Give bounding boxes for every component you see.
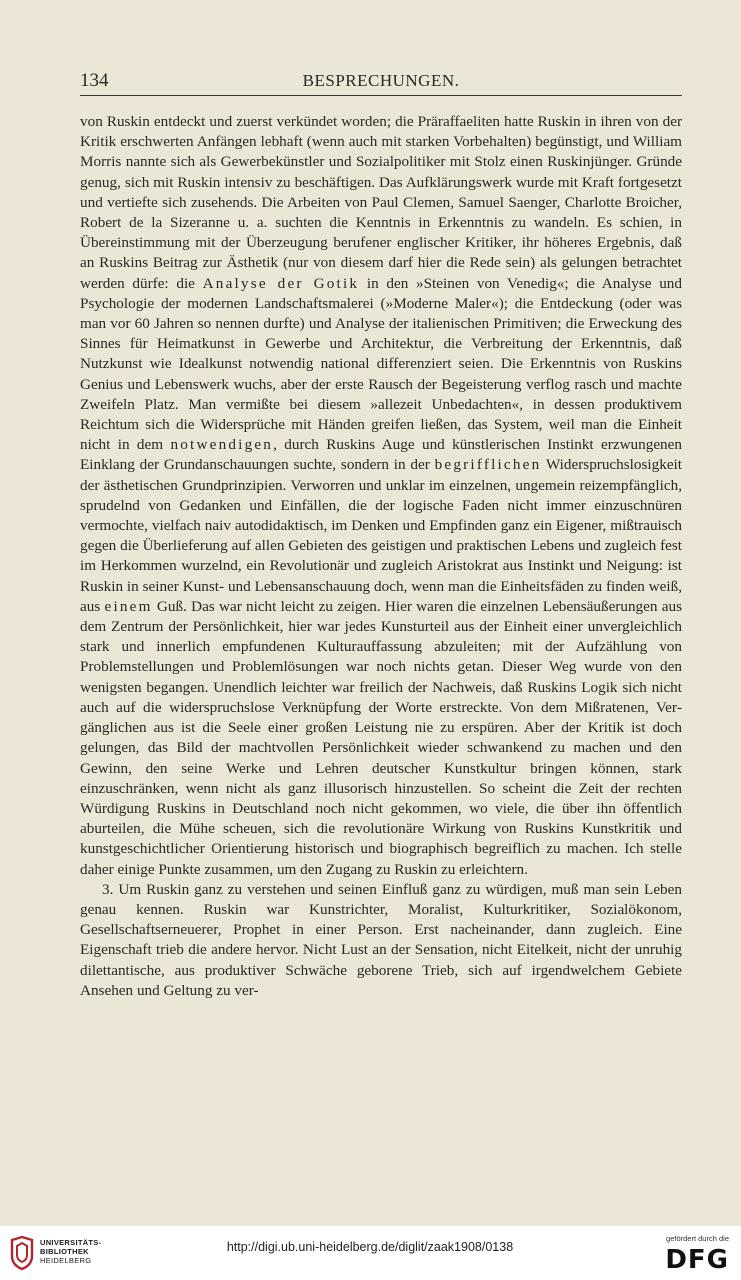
library-name-line2: BIBLIOTHEK [40, 1247, 89, 1256]
library-name-line3: HEIDELBERG [40, 1256, 92, 1265]
dfg-logo: DFG [665, 1245, 729, 1275]
heidelberg-library-logo-icon [8, 1236, 36, 1270]
p1-part2: in den »Steinen von Venedig«; die Analyse und Psychologie der modernen Landschaftsmalerei (»Moderne Maler«); die Entdeckung (oder was man vor 60 Jahren so nennen durfte) und Analyse der italienischen Primitiven; die Erweckung des Sinnes für Heimatkunst in Gewerbe und Architektur, die Verbreitung der Erkenntnis, daß Nutzkunst wie Idealkunst notwendig national differenziert seien. Die Erkenntnis von Ruskins Genius und Lebenswerk wuchs, aber der erste Rausch der Begeisterung verflog rasch und machte Zweifeln Platz. Man vermißte bei diesem »allezeit Unbedachten«, in dessen produktivem Reichtum sich die Widersprüche mit Händen greifen ließen, das System, weil man die Einheit nicht in dem [80, 274, 682, 454]
paragraph-2: 3. Um Ruskin ganz zu verstehen und seinen Einfluß ganz zu würdigen, muß man sein Leben genau kennen. Ruskin war Kunstrichter, Moralist, Kulturkritiker, Sozialökonom, Gesellschaftserneuerer, Prophet in einer Person. Erst nacheinander, dann zugleich. Eine Eigenschaft trieb die andere hervor. Nicht Lust an der Sensation, nicht Eitelkeit, nicht der unruhig dilettantische, aus produktiver Schwäche geborene Trieb, sich auf irgendwelchem Gebiete Ansehen und Geltung zu ver- [80, 880, 682, 999]
permalink-url[interactable]: http://digi.ub.uni-heidelberg.de/diglit/zaak1908/0138 [226, 1240, 514, 1254]
emphasis-notwendigen: notwendigen [170, 436, 274, 454]
emphasis-einem: einem [104, 597, 153, 615]
p1-part3: , durch Ruskins Auge und künstlerischen Instinkt erzwungenen Einklang der Grundanschauungen suchte, sondern in der [80, 436, 682, 474]
library-name-line1: UNIVERSITÄTS- [40, 1238, 102, 1247]
body-text [80, 112, 682, 1001]
p1-part4: Widerspruchslosigkeit der ästhetischen Grundprinzipien. Verworren und unklar im einzelnen, ungemein reizempfänglich, sprudelnd von Gedanken und Einfällen, die der logische Faden nicht immer einzuschnüren vermochte, vielfach naiv autodidaktisch, im Denken und Empfinden ganz ein Eigener, mißtrauisch gegen die Überlieferung auf allen Gebieten des geistigen und praktischen Lebens und zugleich fest im Herkommen wurzelnd, ein Revolutionär und zugleich Aristokrat aus Instinkt und Neigung: ist Ruskin in seiner Kunst- und Lebensanschauung doch, wenn man die Einheitsfäden zu finden weiß, aus [80, 456, 682, 615]
funding-note: gefördert durch die [666, 1234, 729, 1243]
digitization-footer [0, 1226, 741, 1280]
running-title: BESPRECHUNGEN. [302, 71, 460, 90]
emphasis-analyse-der-gotik: Analyse der Gotik [202, 274, 360, 292]
emphasis-begrifflichen: begrifflichen [434, 456, 542, 474]
page-header [80, 70, 682, 92]
page-number: 134 [80, 70, 109, 91]
header-rule [80, 95, 682, 96]
paragraph-1 [80, 112, 682, 880]
library-name [40, 1238, 101, 1265]
p1-part1: von Ruskin entdeckt und zuerst verkündet worden; die Präraffaeliten hatte Ruskin in ihren von der Kritik erschwerten Anfängen lebhaft (wenn auch mit starken Vorbehalten) begünstigt, und William Morris nannte sich als Gewerbekünstler und Sozialpolitiker mit Stolz einen Ruskinjünger. Gründe genug, sich mit Ruskin intensiv zu beschäftigen. Das Aufklärungswerk wurde mit Kraft fortgesetzt und vertiefte sich zusehends. Die Arbeiten von Paul Clemen, Samuel Saenger, Charlotte Broicher, Robert de la Sizeranne u. a. suchten die Kenntnis in Erkenntnis zu wandeln. Es schien, in Übereinstimmung mit der Überzeugung berufener englischer Kritiker, ihr höheres Ergebnis, daß an Ruskins Beitrag zur Ästhetik (nur von diesem darf hier die Rede sein) als gelungen betrachtet werden dürfe: die [80, 113, 682, 292]
p1-part5: Guß. Das war nicht leicht zu zeigen. Hier waren die einzelnen Lebensäußerungen aus dem Zentrum der Persönlichkeit, hier war jedes Kunsturteil aus der Einheit einer unvergleichlich stark und innerlich empfundenen Kulturauffassung abzuleiten; mit der Aufzählung von Problemstellungen und Problemlösungen war noch nichts getan. Dieser Weg wurde von den wenigsten begangen. Unendlich leichter war freilich der Nachweis, daß Ruskins Logik sich nicht auch auf die widerspruchslose Verknüpfung der Worte erstreckte. Von dem Mißratenen, Vergänglichen aus ist die Seele einer großen Leistung nie zu erspüren. Aber der Kritik ist doch gelungen, das Bild der machtvollen Persönlichkeit wieder schwankend zu machen und den Gewinn, den seine Werke und Lehren deutscher Kunstkultur bringen können, stark einzuschränken, wenn nicht als ganz illusorisch hinzustellen. So scheint die Zeit der rechten Würdigung Ruskins in Deutschland noch nicht gekommen, wo viele, die über ihn öffentlich aburteilen, die Mühe scheuen, sich die revolutionäre Wirkung von Ruskins Kunstkritik und kunstgeschichtlicher Orientierung historisch und biographisch begreiflich zu machen. Ich stelle daher einige Punkte zusammen, um den Zugang zu Ruskin zu erleichtern. [80, 597, 682, 878]
